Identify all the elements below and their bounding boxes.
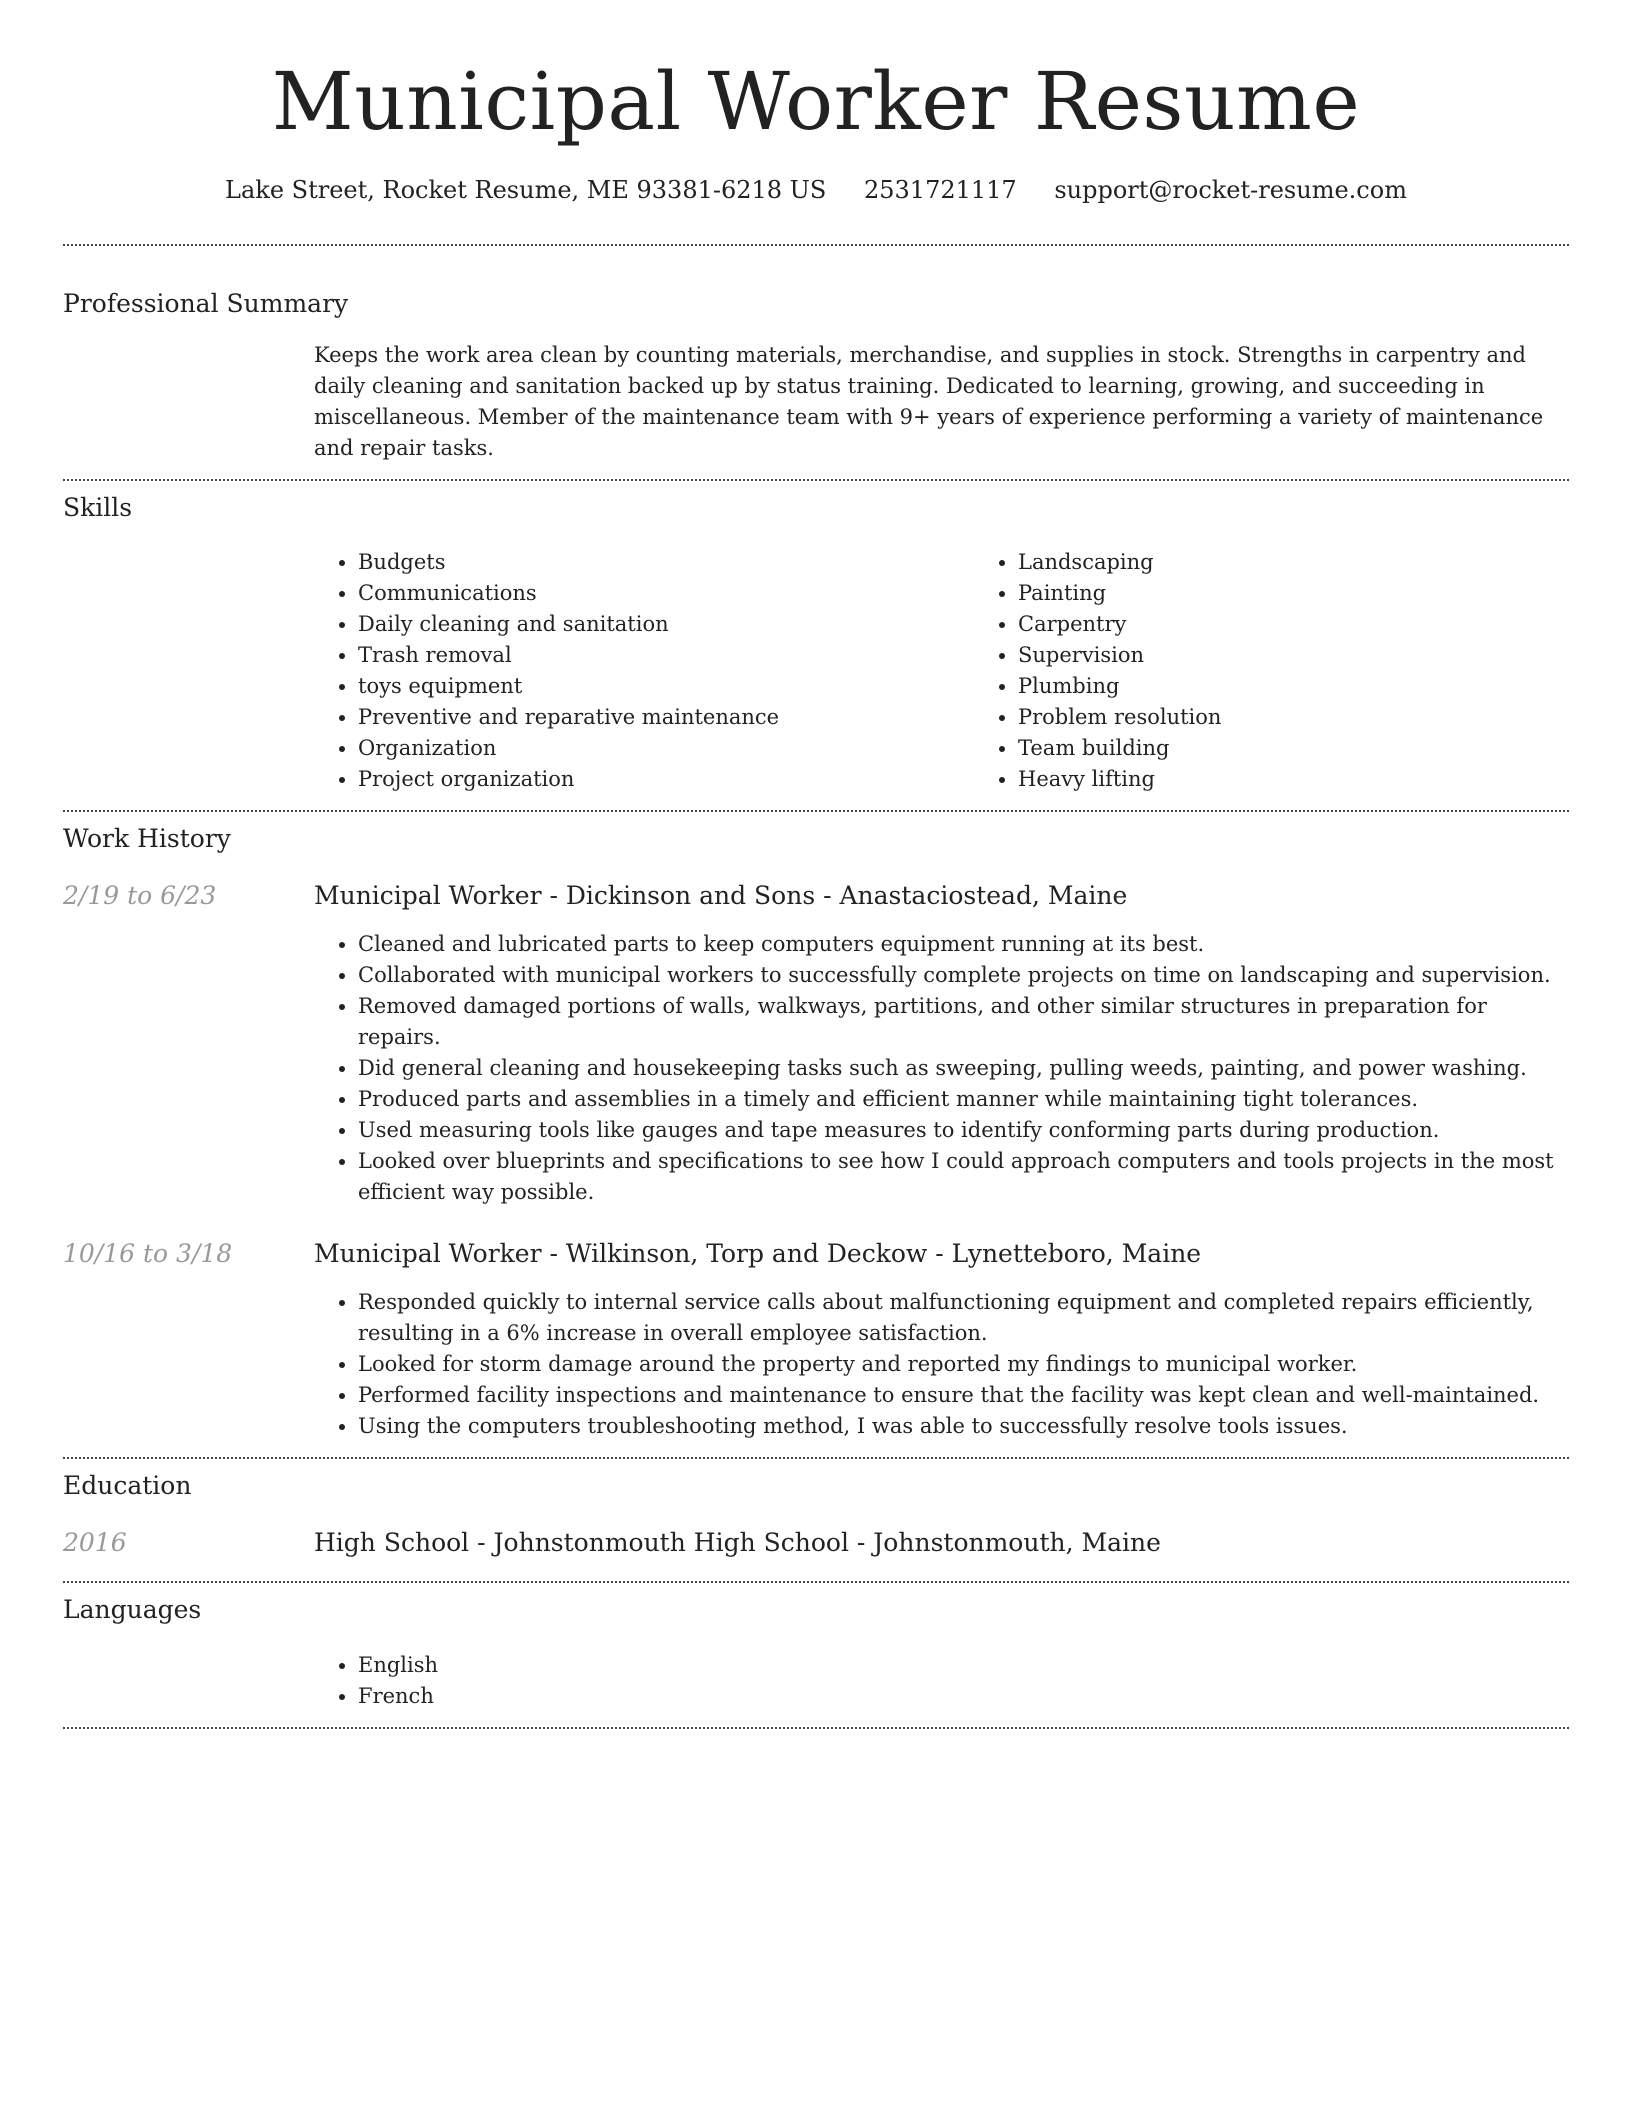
skill-item: • Trash removal (358, 640, 974, 671)
job-bullet: • Cleaned and lubricated parts to keep computers equipment running at its best. (358, 929, 1569, 960)
skill-item: • Carpentry (1018, 609, 1632, 640)
job-entry (63, 880, 1569, 1208)
divider (63, 479, 1569, 481)
section-work-history (63, 823, 1569, 1442)
skill-item: • Heavy lifting (1018, 764, 1632, 795)
skill-item: • Supervision (1018, 640, 1632, 671)
skill-item: • Plumbing (1018, 671, 1632, 702)
skills-list-right (974, 547, 1632, 795)
skills-list-left (314, 547, 974, 795)
languages-list (314, 1650, 1569, 1712)
skill-item: • toys equipment (358, 671, 974, 702)
job-dates: 2/19 to 6/23 (63, 881, 217, 910)
skill-item: • Communications (358, 578, 974, 609)
section-summary (63, 288, 1569, 464)
resume-title: Municipal Worker Resume (271, 55, 1361, 148)
job-bullet: • Looked over blueprints and specifications to see how I could approach computers and tools projects in the most efficient way possible. (358, 1146, 1569, 1208)
contact-line (63, 174, 1569, 206)
job-bullet: • Collaborated with municipal workers to successfully complete projects on time on landscaping and supervision. (358, 960, 1569, 991)
divider (63, 244, 1569, 246)
education-entry (63, 1527, 1569, 1559)
skill-item: • Budgets (358, 547, 974, 578)
language-item: • French (358, 1681, 1569, 1712)
job-bullet: • Looked for storm damage around the property and reported my findings to municipal worker. (358, 1349, 1569, 1380)
job-entry (63, 1238, 1569, 1442)
skill-item: • Project organization (358, 764, 974, 795)
job-bullet: • Performed facility inspections and maintenance to ensure that the facility was kept clean and well-maintained. (358, 1380, 1569, 1411)
education-title: High School - Johnstonmouth High School - Johnstonmouth, Maine (314, 1528, 1161, 1557)
section-education (63, 1470, 1569, 1559)
skills-heading: Skills (63, 493, 133, 522)
contact-phone: 2531721117 (863, 176, 1017, 204)
contact-email: support@rocket-resume.com (1054, 176, 1407, 204)
language-item: • English (358, 1650, 1569, 1681)
work-heading: Work History (63, 824, 231, 853)
job-title: Municipal Worker - Dickinson and Sons - Anastaciostead, Maine (314, 881, 1128, 910)
skill-item: • Landscaping (1018, 547, 1632, 578)
job-bullet: • Removed damaged portions of walls, walkways, partitions, and other similar structures in preparation for repairs. (358, 991, 1569, 1053)
job-bullet: • Used measuring tools like gauges and tape measures to identify conforming parts during production. (358, 1115, 1569, 1146)
divider (63, 810, 1569, 812)
divider (63, 1581, 1569, 1583)
skill-item: • Painting (1018, 578, 1632, 609)
skill-item: • Preventive and reparative maintenance (358, 702, 974, 733)
job-bullet: • Responded quickly to internal service calls about malfunctioning equipment and completed repairs efficiently, resulting in a 6% increase in overall employee satisfaction. (358, 1287, 1569, 1349)
section-skills (63, 492, 1569, 795)
education-heading: Education (63, 1471, 192, 1500)
education-year: 2016 (63, 1528, 127, 1557)
contact-address: Lake Street, Rocket Resume, ME 93381-6218 US (225, 176, 827, 204)
skill-item: • Problem resolution (1018, 702, 1632, 733)
languages-heading: Languages (63, 1595, 202, 1624)
skill-item: • Team building (1018, 733, 1632, 764)
divider (63, 1727, 1569, 1729)
job-bullets (314, 929, 1569, 1208)
summary-heading: Professional Summary (63, 289, 349, 318)
divider (63, 1457, 1569, 1459)
job-bullets (314, 1287, 1569, 1442)
skill-item: • Daily cleaning and sanitation (358, 609, 974, 640)
section-languages (63, 1594, 1569, 1712)
summary-text: Keeps the work area clean by counting materials, merchandise, and supplies in stock. Strengths in carpentry and daily cleaning and sanitation backed up by status training. Dedicated to learning, growing, and succeeding in miscellaneous. Member of the maintenance team with 9+ years of experience performing a variety of maintenance and repair tasks. (314, 343, 1544, 460)
job-title: Municipal Worker - Wilkinson, Torp and Deckow - Lynetteboro, Maine (314, 1239, 1202, 1268)
job-bullet: • Produced parts and assemblies in a timely and efficient manner while maintaining tight tolerances. (358, 1084, 1569, 1115)
skill-item: • Organization (358, 733, 974, 764)
job-dates: 10/16 to 3/18 (63, 1239, 233, 1268)
job-bullet: • Did general cleaning and housekeeping tasks such as sweeping, pulling weeds, painting, and power washing. (358, 1053, 1569, 1084)
job-bullet: • Using the computers troubleshooting method, I was able to successfully resolve tools issues. (358, 1411, 1569, 1442)
